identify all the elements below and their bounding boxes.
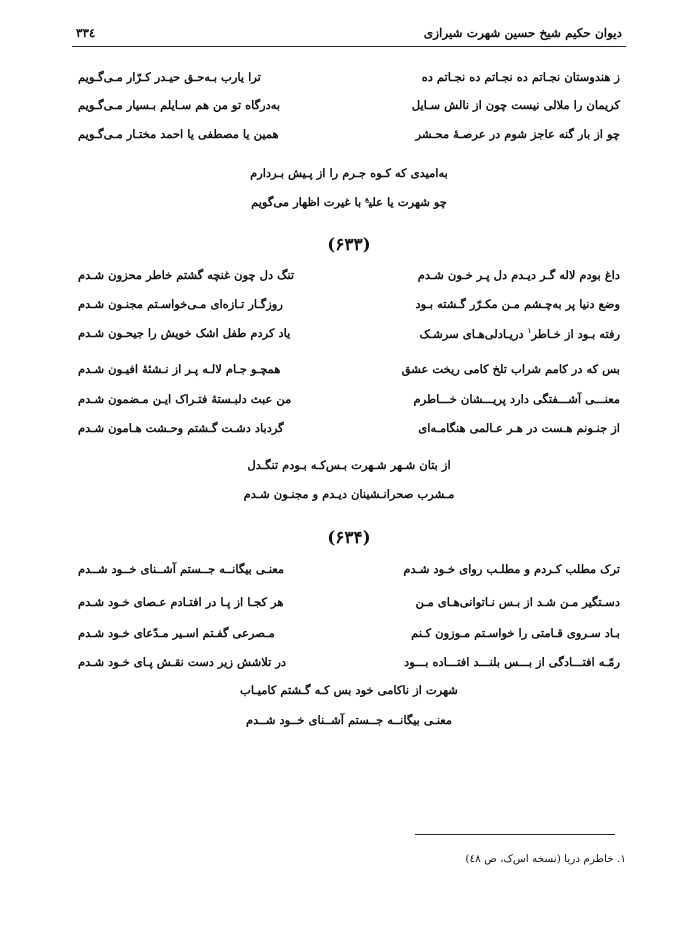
running-header bbox=[72, 24, 626, 47]
closing-line bbox=[72, 194, 626, 209]
ain-mark: ع bbox=[365, 194, 369, 203]
hemistich-left: هر کجـا از پـا در افتـادم عـصای خـود شـدم bbox=[78, 595, 284, 609]
hemistich-right: ترک مطلب کـردم و مطلـب روای خـود شـدم bbox=[403, 562, 620, 576]
couplet bbox=[72, 266, 626, 288]
couplet bbox=[72, 324, 626, 346]
hemistich-right: بس که در کامم شراب تلخ کامی ریخت عشق bbox=[401, 362, 620, 376]
closing-line: مـشرب صحرانـشینان دیـدم و مجنـون شـدم bbox=[243, 487, 455, 501]
hemistich-right: از جنـونم هـست در هـر عـالمی هنگامـه‌ای bbox=[418, 421, 620, 435]
hemistich-left: گردباد دشـت گـشتم وحـشت هـامون شـدم bbox=[78, 421, 284, 435]
hemistich-left: معنـی بیگانــه جــستم آشــنای خــود شــدم bbox=[78, 562, 284, 576]
couplet bbox=[72, 68, 626, 90]
book-title: دیوان حکیم شیخ حسین شهرت شیرازی bbox=[423, 26, 622, 40]
footnote-ref: ۱ bbox=[527, 326, 532, 335]
closing-line-part: چو شهرت یا علی bbox=[368, 194, 447, 209]
closing-line-part: با غیرت اظهار می‌گویم bbox=[251, 194, 362, 209]
couplet bbox=[72, 295, 626, 317]
hemistich-left: ترا یارب بـه‌حـق حیـدر کـرّار مـی‌گـویم bbox=[78, 70, 261, 84]
hemistich-right: بـاد سـروی قـامتی را خواسـتم مـوزون کـنم bbox=[411, 626, 620, 640]
hemistich-left: به‌درگاه تو من هم سـایلم بـسیار مـی‌گـویم bbox=[78, 98, 281, 112]
hemistich-right bbox=[419, 326, 620, 341]
closing-line: شهرت از ناکامی خود بس کـه گـشتم کامیـاب bbox=[240, 683, 458, 697]
couplet bbox=[72, 125, 626, 147]
couplet bbox=[72, 419, 626, 441]
hemistich-left: روزگـار تـازه‌ای مـی‌خواسـتم مجنـون شـدم bbox=[78, 297, 283, 311]
hemistich-left: تنگ دل چون غنچه گشتم خاطر محزون شـدم bbox=[78, 268, 295, 282]
couplet bbox=[72, 96, 626, 118]
hemistich-right: معنـــی آشـــفتگی دارد پریـــشان خـــاطرم bbox=[413, 392, 620, 406]
couplet bbox=[72, 593, 626, 615]
hemistich-right: ز هندوستان نجـاتم ده نجـاتم ده نجـاتم ده bbox=[421, 70, 620, 84]
couplet bbox=[72, 390, 626, 412]
closing-line: از بتان شـهر شـهرت بـس‌کـه بـودم تنگـدل bbox=[247, 458, 451, 472]
poem-number: (۶۳۳) bbox=[327, 235, 371, 255]
poem-number: (۶۳۴) bbox=[327, 528, 371, 548]
footnote-divider bbox=[415, 834, 615, 835]
couplet bbox=[72, 624, 626, 646]
couplet bbox=[72, 560, 626, 582]
hemistich-left: یاد کردم طفل اشک خویش را جیحـون شـدم bbox=[78, 326, 291, 340]
hemistich-left: همین یا مصطفی یا احمد مختـار مـی‌گـویم bbox=[78, 127, 279, 141]
hemistich-left: همچـو جـام لالـه پـر از نـشئۀ افیـون شـدم bbox=[78, 362, 281, 376]
hemistich-right: کریمان را ملالی نیست چون از نالش سـایل bbox=[411, 98, 620, 112]
hemistich-left: مـصرعی گفـتم اسـیر مـدّعای خـود شـدم bbox=[78, 626, 275, 640]
page-number: ۳۳٤ bbox=[76, 26, 96, 40]
footnote: ۱. خاطرم دریا (نسخه اس‌ک، ص ٤٨) bbox=[465, 853, 626, 865]
hemistich-right: دسـتگیر مـن شـد از بـس نـاتوانی‌هـای مـن bbox=[415, 595, 620, 609]
hemistich-right: وضع دنیا پر به‌چـشم مـن مکـرّر گـشته بـود bbox=[415, 297, 620, 311]
hemistich-right: رمّـه افتـــادگی از بـــس بلنـــد افتـــاده بـــود bbox=[404, 655, 620, 669]
hemistich-right: چو از بار گنه عاجز شوم در عرصـۀ محـشر bbox=[415, 127, 620, 141]
hemistich-left: من عبث دلبـستۀ فتـراک ایـن مـضمون شـدم bbox=[78, 392, 292, 406]
hemistich-right: داغ بودم لاله گـر دیـدم دل پـر خـون شـدم bbox=[417, 268, 620, 282]
couplet bbox=[72, 360, 626, 382]
couplet bbox=[72, 653, 626, 675]
closing-line: به‌امیدی که کـوه جـرم را از پـیش بـردارم bbox=[250, 166, 448, 180]
hemistich-part: رفته بـود از خـاطر bbox=[531, 326, 620, 341]
closing-line: معنـی بیگانــه جــستم آشــنای خــود شــدم bbox=[246, 713, 452, 727]
hemistich-left: در تلاشش زیر دست نقـش پـای خـود شـدم bbox=[78, 655, 287, 669]
hemistich-part: دریـادلی‌هـای سرشـک bbox=[419, 326, 524, 341]
